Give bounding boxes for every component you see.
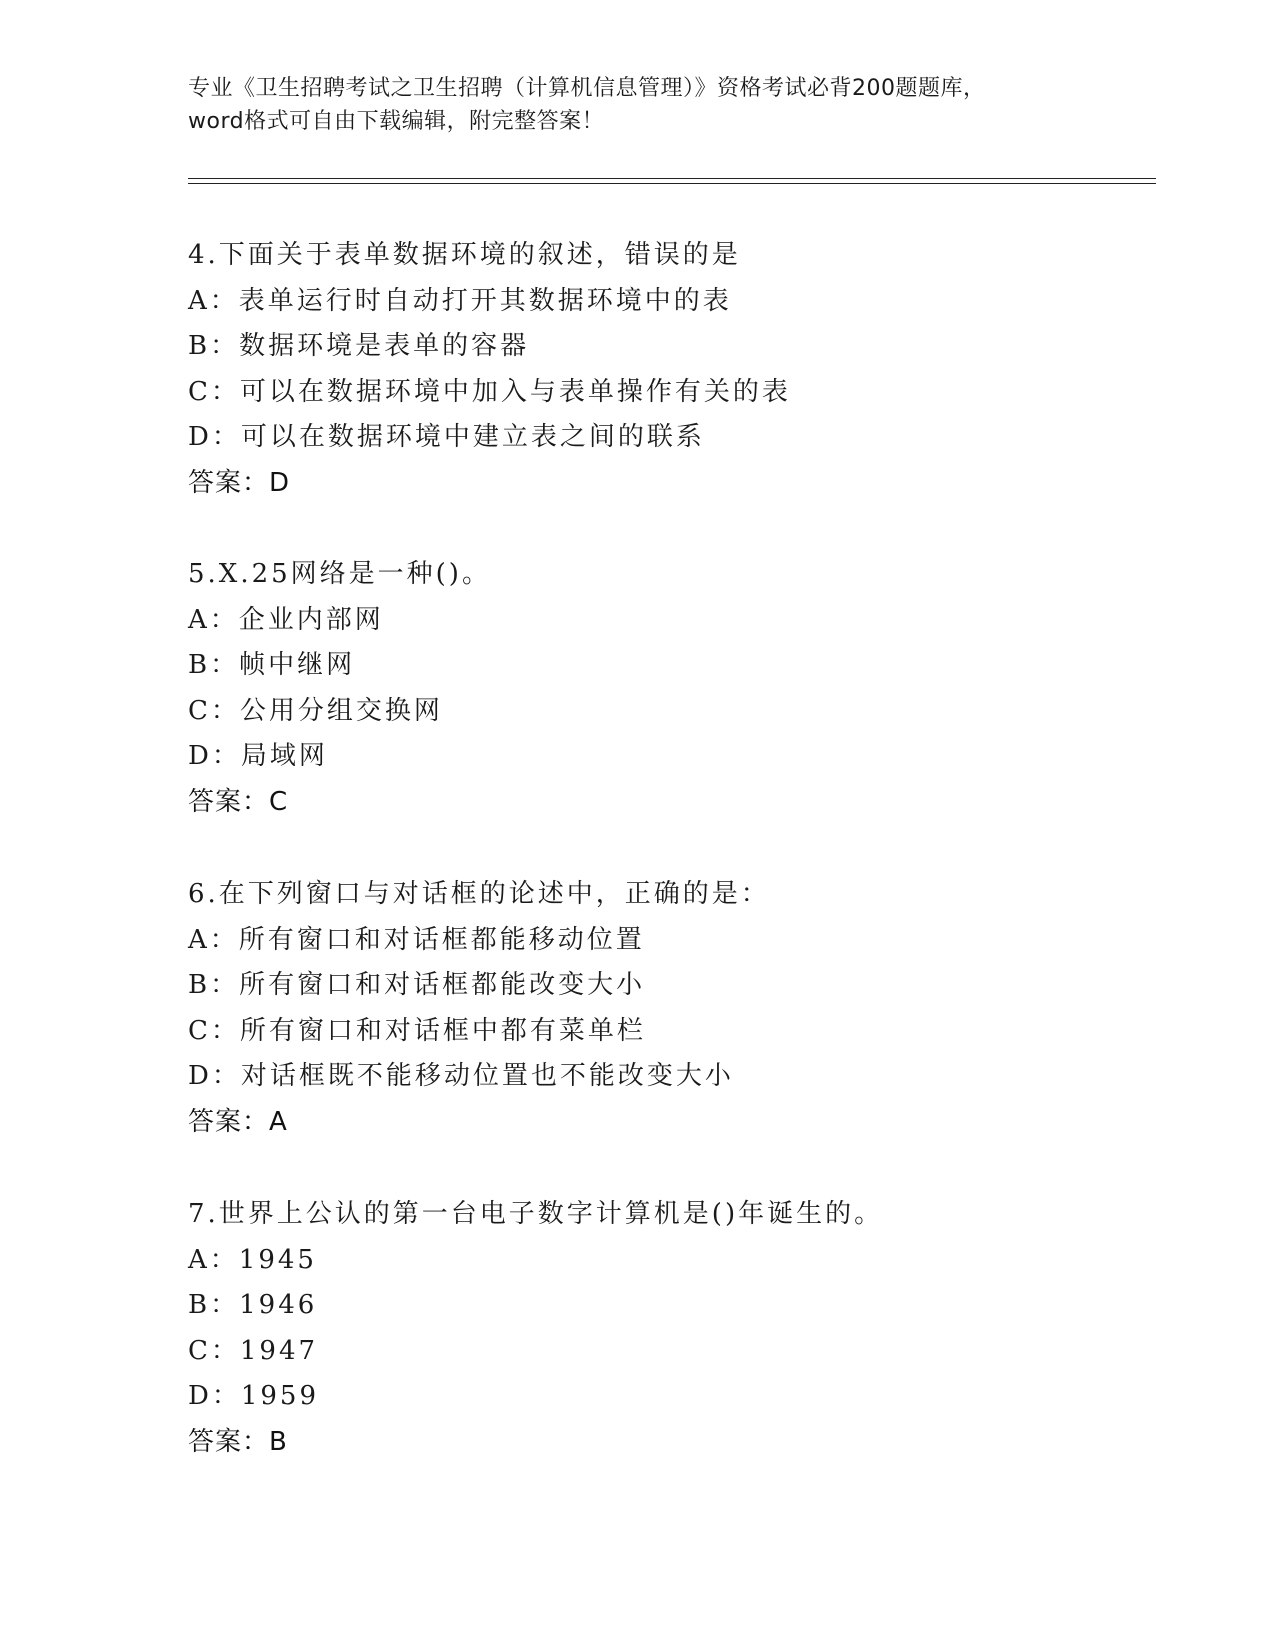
option-d: D：对话框既不能移动位置也不能改变大小 bbox=[188, 1061, 734, 1092]
answer-line: 答案：C bbox=[188, 786, 289, 817]
question-block bbox=[188, 552, 1168, 826]
header-title-line-1: 专业《卫生招聘考试之卫生招聘（计算机信息管理）》资格考试必背200题题库， bbox=[188, 76, 986, 101]
option-d: D：可以在数据环境中建立表之间的联系 bbox=[188, 422, 705, 453]
answer-line: 答案：D bbox=[188, 467, 291, 498]
option-a: A：表单运行时自动打开其数据环境中的表 bbox=[188, 285, 732, 316]
option-c: C：1947 bbox=[188, 1335, 319, 1366]
question-stem: 7.世界上公认的第一台电子数字计算机是()年诞生的。 bbox=[188, 1199, 884, 1229]
question-stem: 6.在下列窗口与对话框的论述中，正确的是： bbox=[188, 879, 770, 909]
option-c: C：所有窗口和对话框中都有菜单栏 bbox=[188, 1015, 646, 1046]
option-b: B：所有窗口和对话框都能改变大小 bbox=[188, 970, 646, 1001]
option-b: B：1946 bbox=[188, 1290, 318, 1321]
question-stem: 5.X.25网络是一种()。 bbox=[188, 559, 491, 589]
option-d: D：1959 bbox=[188, 1381, 320, 1412]
header-divider-bottom bbox=[188, 183, 1156, 184]
document-header bbox=[188, 72, 1088, 138]
option-c: C：可以在数据环境中加入与表单操作有关的表 bbox=[188, 376, 791, 407]
header-divider-top bbox=[188, 178, 1156, 179]
header-title-line-2: word格式可自由下载编辑，附完整答案！ bbox=[188, 109, 605, 134]
answer-line: 答案：B bbox=[188, 1426, 288, 1457]
option-d: D：局域网 bbox=[188, 741, 328, 772]
question-block bbox=[188, 1192, 1168, 1466]
option-b: B：数据环境是表单的容器 bbox=[188, 331, 530, 362]
question-stem: 4.下面关于表单数据环境的叙述，错误的是 bbox=[188, 240, 741, 270]
answer-line: 答案：A bbox=[188, 1106, 288, 1137]
option-a: A：企业内部网 bbox=[188, 604, 384, 635]
option-c: C：公用分组交换网 bbox=[188, 695, 443, 726]
question-block bbox=[188, 233, 1168, 507]
option-b: B：帧中继网 bbox=[188, 650, 356, 681]
option-a: A：1945 bbox=[188, 1244, 317, 1275]
question-block bbox=[188, 872, 1168, 1146]
option-a: A：所有窗口和对话框都能移动位置 bbox=[188, 924, 645, 955]
